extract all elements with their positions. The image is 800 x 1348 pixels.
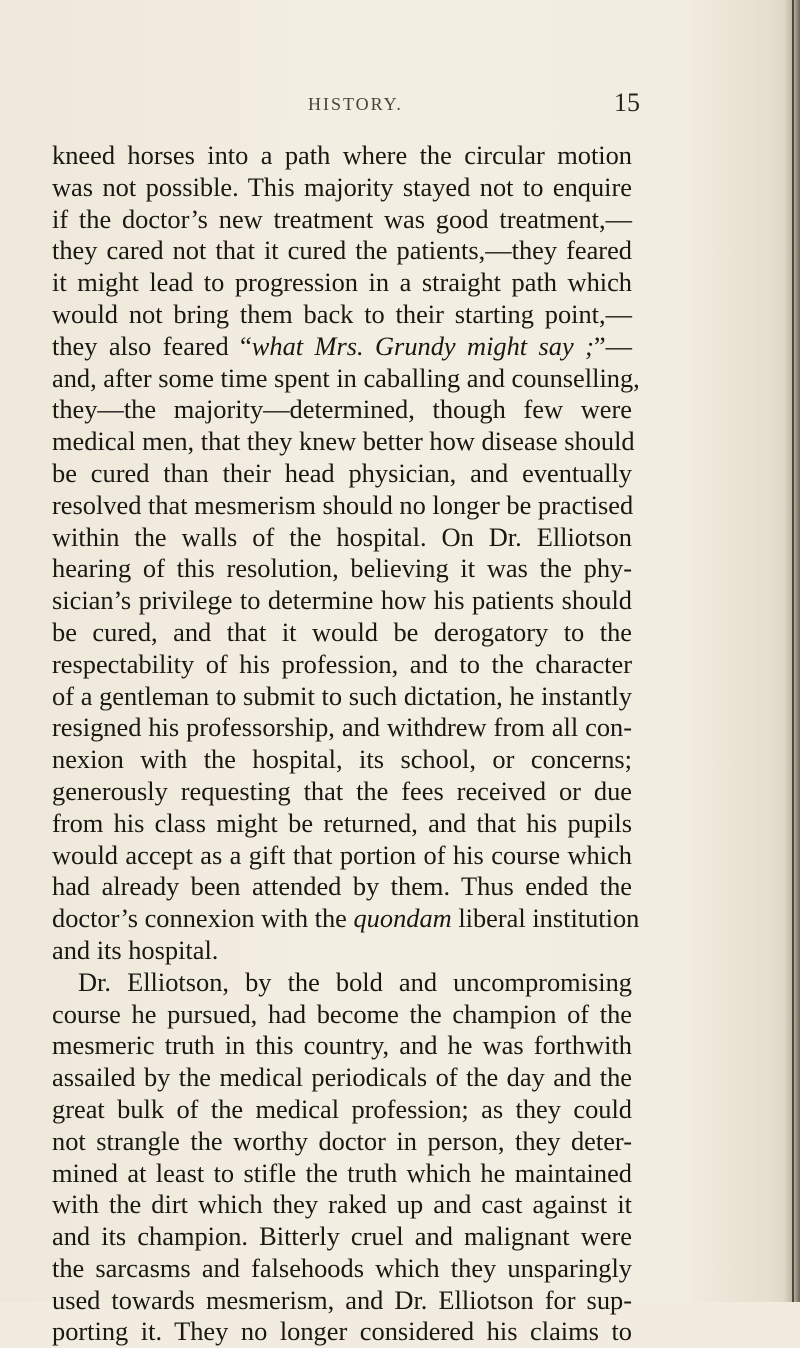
italic-quote: what Mrs. Grundy might say ; bbox=[251, 330, 594, 361]
text-line: resigned his professorship, and withdrew from all con- bbox=[52, 712, 632, 743]
page-number: 15 bbox=[614, 88, 640, 117]
text-line: great bulk of the medical profession; as they could bbox=[52, 1093, 632, 1124]
text-line: be cured than their head physician, and eventually bbox=[52, 457, 632, 488]
text-line: if the doctor’s new treatment was good treatment,— bbox=[52, 203, 632, 234]
text-line: was not possible. This majority stayed not to enquire bbox=[52, 171, 632, 202]
text-line: assailed by the medical periodicals of the day and the bbox=[52, 1062, 632, 1093]
text-line: and, after some time spent in caballing and counselling, bbox=[52, 362, 640, 393]
text-line: mined at least to stifle the truth which he maintained bbox=[52, 1157, 632, 1188]
text-line: porting it. They no longer considered his claims to bbox=[52, 1316, 632, 1347]
text-line: kneed horses into a path where the circular motion bbox=[52, 140, 632, 170]
text-run: ”— bbox=[593, 330, 632, 361]
text-line: they cared not that it cured the patients,—they feared bbox=[52, 235, 632, 266]
text-line: medical men, that they knew better how disease should bbox=[52, 426, 635, 457]
text-line: sician’s privilege to determine how his patients should bbox=[52, 585, 632, 616]
text-line: and its champion. Bitterly cruel and malignant were bbox=[52, 1221, 632, 1252]
text-line: respectability of his profession, and to the character bbox=[52, 648, 632, 679]
text-line: had already been attended by them. Thus ended the bbox=[52, 871, 632, 902]
text-line: resolved that mesmerism should no longer be practised bbox=[52, 489, 634, 520]
text-line: nexion with the hospital, its school, or concerns; bbox=[52, 744, 632, 775]
running-head bbox=[94, 88, 640, 122]
text-line: be cured, and that it would be derogatory to the bbox=[52, 616, 632, 647]
text-line: course he pursued, had become the champion of the bbox=[52, 998, 632, 1029]
page-edge-line bbox=[792, 0, 794, 1302]
text-line bbox=[52, 331, 632, 363]
text-run: they also feared “ bbox=[52, 330, 252, 361]
italic-word: quondam bbox=[353, 903, 452, 934]
text-line: not strangle the worthy doctor in person, they deter- bbox=[52, 1125, 632, 1156]
text-line: they—the majority—determined, though few were bbox=[52, 394, 632, 425]
text-line: the sarcasms and falsehoods which they unsparingly bbox=[52, 1252, 632, 1283]
running-head-title: HISTORY. bbox=[308, 94, 403, 114]
text-line: hearing of this resolution, believing it was the phy- bbox=[52, 553, 632, 584]
text-line: from his class might be returned, and that his pupils bbox=[52, 807, 632, 838]
text-line: would accept as a gift that portion of his course which bbox=[52, 839, 632, 870]
text-line bbox=[52, 903, 640, 935]
text-line: and its hospital. bbox=[52, 934, 219, 965]
text-run: doctor’s connexion with the bbox=[52, 903, 354, 934]
text-line: would not bring them back to their starting point,— bbox=[52, 298, 632, 329]
text-line: it might lead to progression in a straight path which bbox=[52, 267, 632, 298]
text-run: liberal institution bbox=[451, 903, 640, 934]
text-line: with the dirt which they raked up and cast against it bbox=[52, 1189, 632, 1220]
text-line: generously requesting that the fees received or due bbox=[52, 775, 632, 806]
body-text bbox=[52, 140, 640, 1348]
text-line: used towards mesmerism, and Dr. Elliotson for sup- bbox=[52, 1284, 632, 1315]
text-line: mesmeric truth in this country, and he was forthwith bbox=[52, 1030, 632, 1061]
text-line: within the walls of the hospital. On Dr. Elliotson bbox=[52, 521, 632, 552]
text-line: of a gentleman to submit to such dictation, he instantly bbox=[52, 680, 632, 711]
text-line: Dr. Elliotson, by the bold and uncompromising bbox=[78, 966, 632, 997]
